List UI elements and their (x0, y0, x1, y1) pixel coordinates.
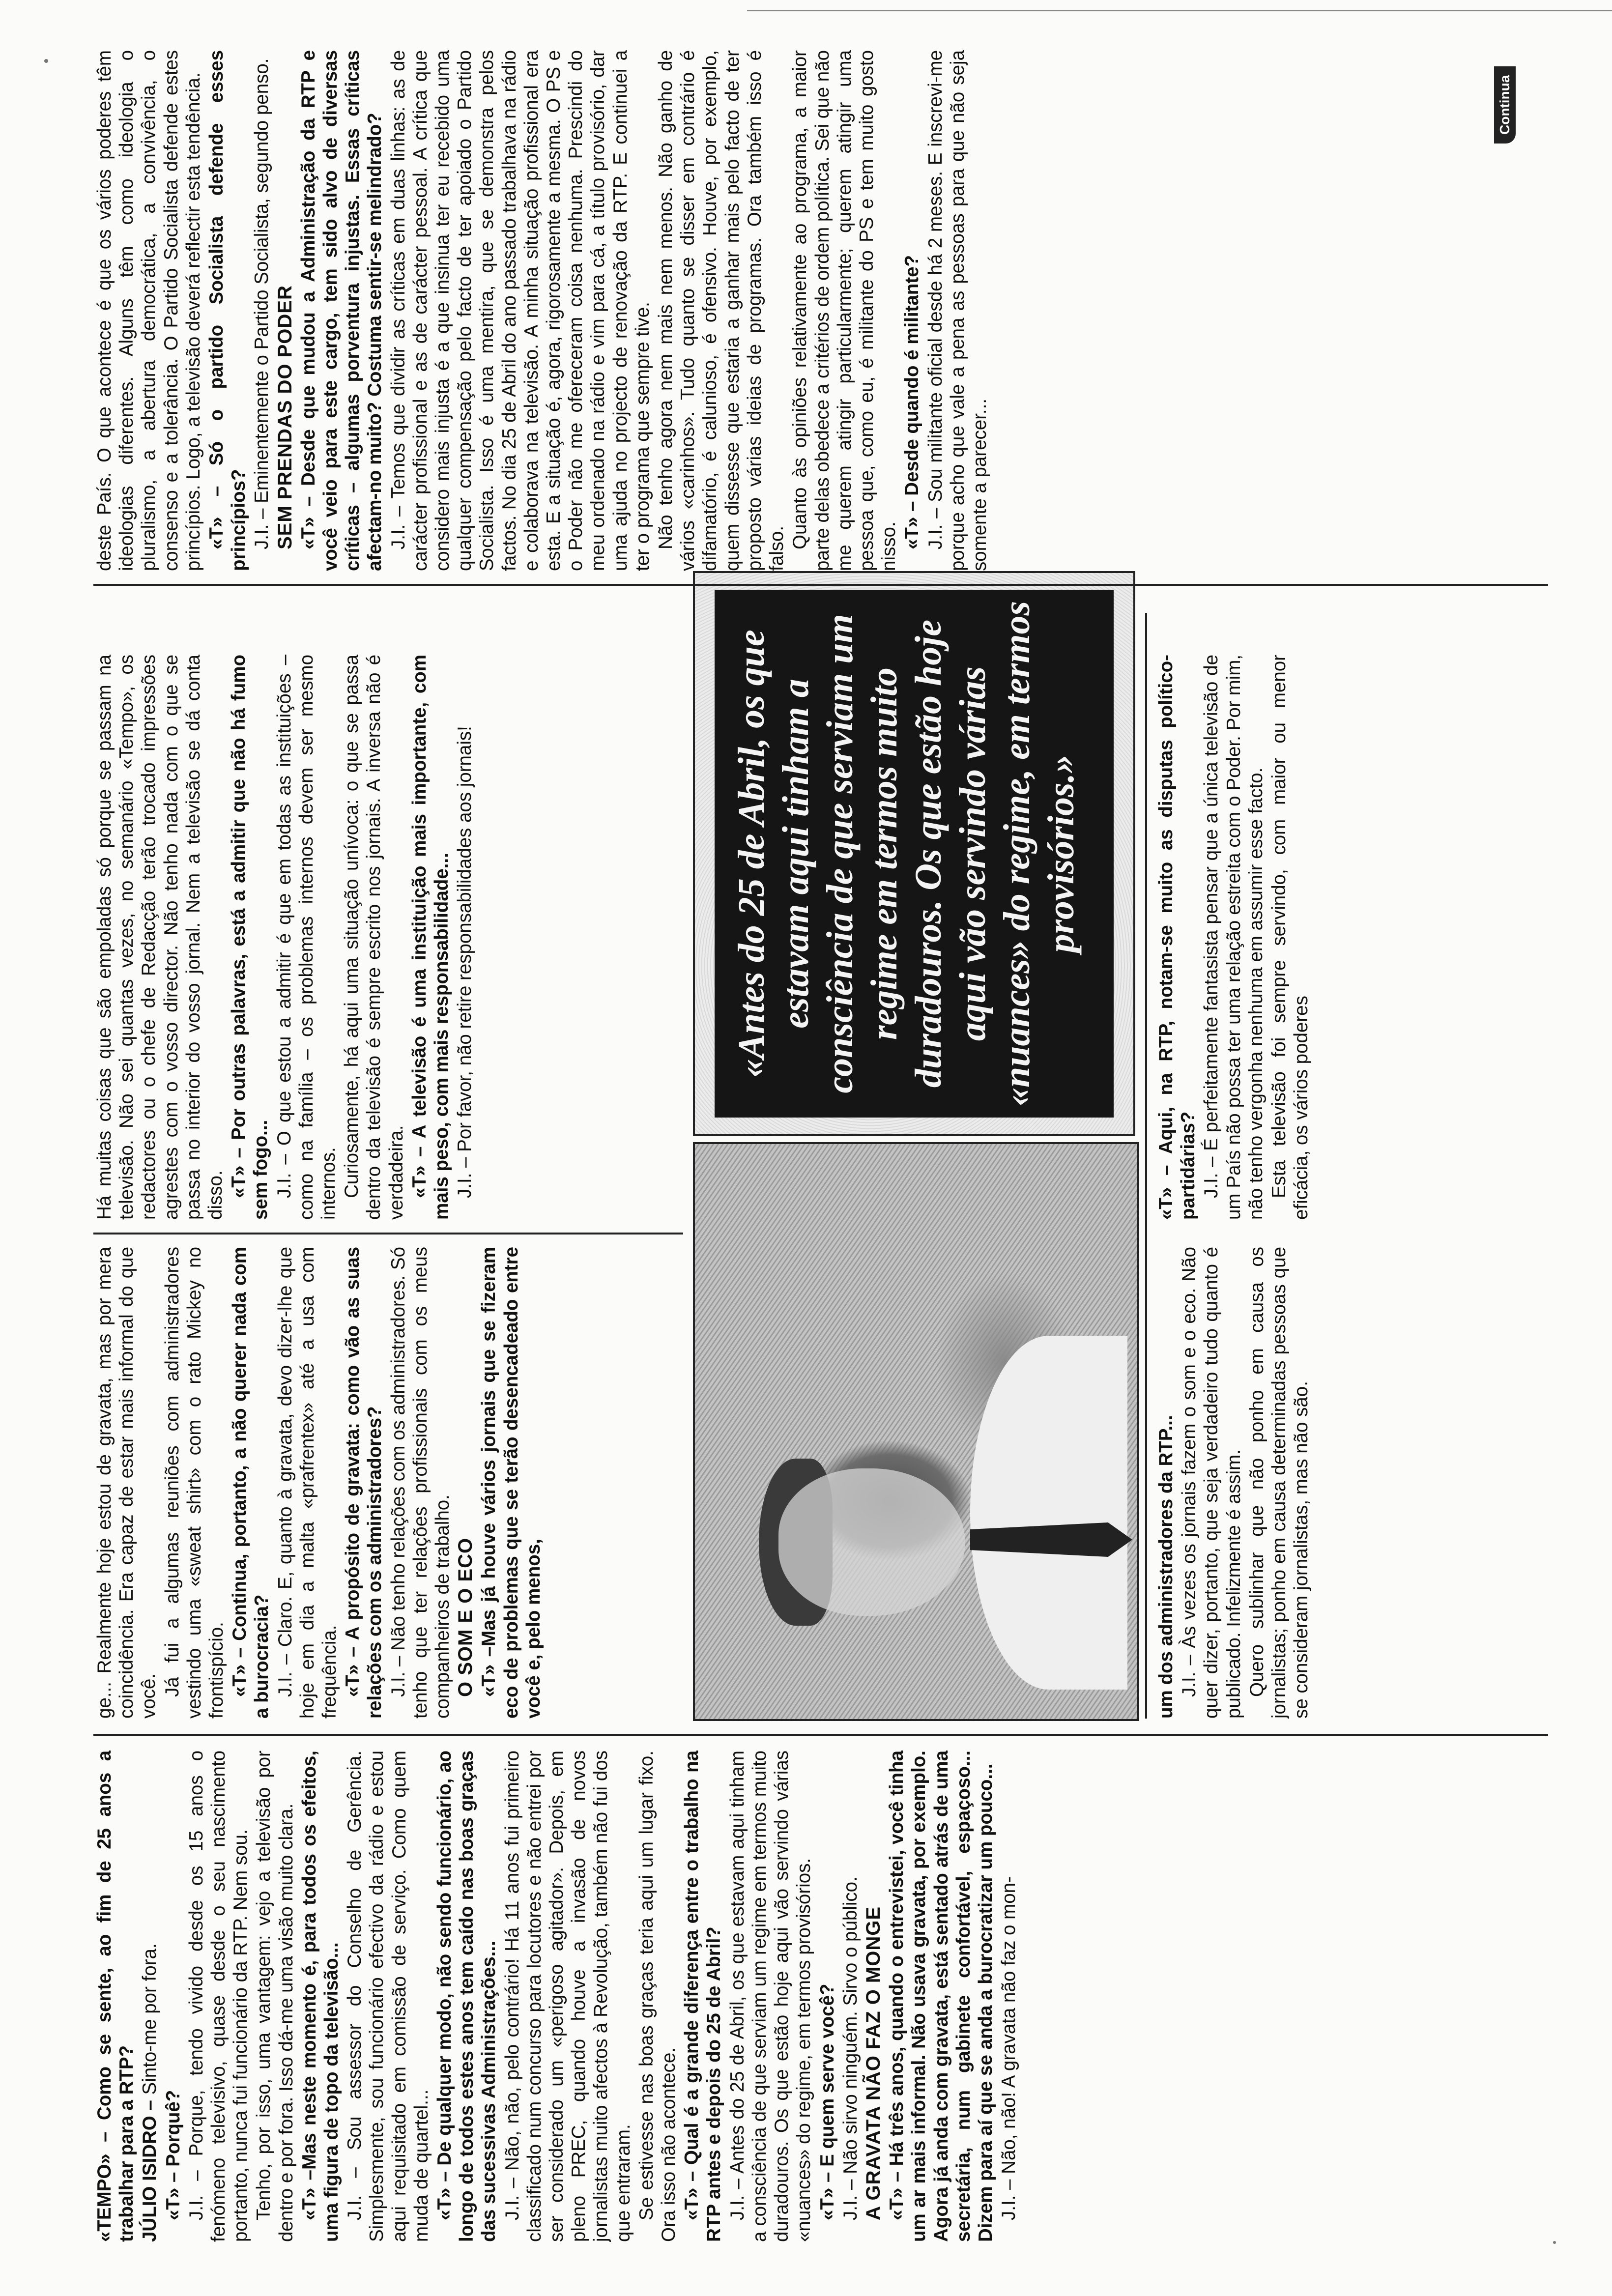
interview-question (886, 1751, 997, 2242)
question-text: «T» – Qual é a grande diferença entre o trabalho na RTP antes e depois do 25 de Abril? (681, 1751, 725, 2242)
body-text: Quero sublinhar que não ponho em causa os jornalistas; ponho em causa determinadas pessoas que se consideram jornalistas, mas não são. (1246, 1247, 1312, 1719)
body-text: Esta televisão foi sempre servindo, com maior ou menor eficácia, os vários poderes (1268, 655, 1312, 1220)
article-paragraph (273, 655, 340, 1220)
article-paragraph (839, 1751, 862, 2242)
question-text: «T» – Continua, portanto, a não querer nada com a burocracia? (229, 1247, 273, 1719)
question-text: «T» – Desde que mudou a Administração da RTP e você veio para este cargo, tem sido alvo de diversas críticas – algumas porventura injustas. Essas críticas afectam-no muito? Costuma sentir-se melindrado? (297, 50, 386, 571)
article-paragraph (274, 1247, 341, 1719)
body-text: J.I. – É perfeitamente fantasista pensar que a única televisão de um País não possa ter uma relação estreita com o Poder. Por mim, não tenho vergonha nenhuma em assumir esse facto. (1201, 655, 1267, 1220)
article-paragraph (253, 1751, 297, 2242)
body-text: J.I. – Por favor, não retire responsabilidades aos jornais! (454, 726, 476, 1198)
body-text: ge... Realmente hoje estou de gravata, mas por mera coincidência. Era capaz de estar mais informal do que você. (94, 1247, 160, 1719)
continued-badge: Continua (1494, 66, 1516, 144)
body-text: J.I. – Porque, tendo vivido desde os 15 anos o fenómeno televisivo, quase desde o seu nascimento portanto, nunca fui funcionário da RTP. Nem sou. (185, 1751, 252, 2242)
column-2-bottom (1155, 1247, 1548, 1719)
article-paragraph (998, 1751, 1020, 2242)
body-text: J.I. – Claro. E, quanto à gravata, devo dizer-lhe que hoje em dia a malta «prafrentex» até a usa com frequência. (274, 1247, 341, 1719)
question-text: JÚLIO ISIDRO – (139, 2095, 161, 2242)
body-text: Se estivesse nas boas graças teria aqui um lugar fixo. Ora isso não acontece. (635, 1751, 680, 2242)
article-paragraph (185, 1751, 252, 2242)
pull-quote-box (693, 571, 1135, 1136)
interview-question (162, 1751, 184, 2242)
column-rule (1145, 613, 1147, 1719)
column-3-top (93, 655, 683, 1220)
column-divider (93, 1734, 1548, 1736)
body-text: J.I. – Sou militante oficial desde há 2 meses. E inscrevi-me porque acho que vale a pena as pessoas para que não seja somente a parecer... (924, 50, 990, 571)
question-text: «T» – E quem serve você? (816, 1983, 838, 2220)
question-text: «T» – Por outras palavras, está a admitir que não há fumo sem fogo... (228, 655, 272, 1220)
body-text: J.I. – Temos que dividir as críticas em duas linhas: as de carácter profissional e as de carácter pessoal. A crítica que considero mais injusta é a que insinua ter eu recebido uma qualquer compensação pelo facto de ter apoiado o Partido Socialista. Isso é uma mentira, que se demonstra pelos factos. No dia 25 de Abril do ano passado trabalhava na rádio e colaborava na televisão. A minha situação profissional era esta. E a situação é, agora, rigorosamente a mesma. O PS e o Poder não me ofereceram coisa nenhuma. Prescindi do meu ordenado na rádio e vim para cá, a título provisório, dar uma ajuda no projecto de renovação da RTP. E continuei a ter o programa que sempre tive. (387, 50, 653, 571)
interview-question (681, 1751, 725, 2242)
body-text: deste País. O que acontece é que os vários poderes têm ideologias diferentes. Alguns têm como ideologia o pluralismo, a abertura democrática, a convivência, o consenso e a tolerância. O Partido Socialista defende estes princípios. Logo, a televisão deverá reflectir esta tendência. (94, 50, 204, 571)
body-text: Há muitas coisas que são empoladas só porque se passam na televisão. Não sei quantas vezes, no semanário «Tempo», os redactores ou o chefe de Redacção terão trocado impressões agrestes com o vosso director. Não tenho nada com o que se passa no interior do vosso jornal. Nem a televisão se dá conta disso. (94, 655, 227, 1220)
interview-question (229, 1247, 273, 1719)
body-text: J.I. – Não, não, pelo contrário! Há 11 anos fui primeiro classificado num concurso para locutores e não entrei por ser considerado um «perigoso agitador». Depois, em pleno PREC, quando houve a invasão de novos jornalistas muito afectos à Revolução, também não fui dos que entraram. (501, 1751, 634, 2242)
question-text: «T» – Porquê? (162, 2090, 184, 2220)
body-text: Não tenho agora nem mais nem menos. Não ganho de vários «carinhos». Tudo quanto se disser em contrário é difamatório, é calunioso, é ofensivo. Houve, por exemplo, quem dissesse que estaria a ganhar mais pelo facto de ter proposto várias ideias de programas. Ora também isso é falso. (655, 50, 788, 571)
question-text: «T» –Mas neste momento é, para todos os efeitos, uma figura de topo da televisão... (298, 1751, 343, 2242)
section-subheading: A GRAVATA NÃO FAZ O MONGE (862, 1906, 884, 2220)
article-paragraph (93, 655, 227, 1220)
body-text: Curiosamente, há aqui uma situação unívoca: o que se passa dentro da televisão é sempre escrito nos jornais. A inversa não é verdadeira. (341, 655, 407, 1220)
question-text: «T» – Só o partido Socialista defende esses princípios? (206, 50, 250, 571)
interview-question (901, 50, 923, 571)
body-text: J.I. – Antes do 25 de Abril, os que estavam aqui tinham a consciência de que serviam um regime em termos muito duradouros. Os que estão hoje aqui vão servindo várias «nuances» do regime, em termos provisórios. (726, 1751, 815, 2242)
article-paragraph (726, 1751, 815, 2242)
article-paragraph (387, 50, 654, 571)
article-paragraph (924, 50, 991, 571)
article-paragraph (1268, 655, 1312, 1220)
question-text: «T» – De qualquer modo, não sendo funcionário, ao longo de todos estes anos tem caído nas boas graças das sucessivas Administrações... (434, 1751, 500, 2242)
question-text: «T» –Mas já houve vários jornais que se fizeram eco de problemas que se terão desencadeado entre você e, pelo menos, (478, 1247, 544, 1719)
article-paragraph (1200, 655, 1267, 1220)
body-text: Quanto às opiniões relativamente ao programa, a maior parte delas obedece a critérios de ordem política. Sei que não me querem atingir particularmente; querem atingir uma pessoa que, como eu, é militante do PS e tem muito gosto nisso. (789, 50, 900, 571)
interview-photo (693, 1142, 1139, 1721)
question-text: um dos administradores da RTP... (1155, 1415, 1177, 1719)
body-text: Tenho, por isso, uma vantagem: vejo a televisão por dentro e por fora. Isso dá-me uma visão muito clara. (253, 1751, 297, 2242)
body-text: J.I. – Eminentemente o Partido Socialista, segundo penso. (251, 58, 273, 549)
interview-question (298, 1751, 343, 2242)
section-subheading: SEM PRENDAS DO PODER (274, 285, 296, 549)
article-paragraph (1246, 1247, 1313, 1719)
column-4 (93, 50, 1543, 571)
answer-text: Sinto-me por fora. (139, 1943, 161, 2095)
interview-question (342, 1247, 386, 1719)
column-2-top (93, 1247, 619, 1719)
column-1 (93, 1751, 1543, 2242)
pull-quote-text: «Antes do 25 de Abril, os que estavam aqui tinham a consciência de que serviam um regime em termos muito duradouros. Os que estão hoje aqui vão servindo várias «nuances» do regime, em termos provisórios.» (715, 590, 1114, 1118)
body-text: J.I. – Não sirvo ninguém. Sirvo o público. (839, 1876, 861, 2220)
interview-question (816, 1751, 838, 2242)
article-paragraph (93, 50, 204, 571)
article-paragraph (93, 1247, 160, 1719)
article-paragraph (1178, 1247, 1245, 1719)
article-paragraph (344, 1751, 432, 2242)
question-text: «TEMPO» – Como se sente, ao fim de 25 anos a trabalhar para a RTP? (94, 1751, 138, 2242)
article-paragraph (341, 655, 407, 1220)
question-text: «T» – Há três anos, quando o entrevistei, você tinha um ar mais informal. Não usava gravata, por exemplo. Agora já anda com gravata, está sentado atrás de uma secretária, num gabinete confortável, espaçoso... Dizem para aí que se anda a burocratizar um pouco... (886, 1751, 996, 2242)
question-text: «T» – A propósito de gravata: como vão as suas relações com os administradores? (342, 1247, 386, 1719)
question-text: «T» – A televisão é uma instituição mais importante, com mais peso, com mais responsabilidade... (408, 655, 453, 1220)
interview-question (1155, 655, 1199, 1220)
article-paragraph (655, 50, 788, 571)
column-3-bottom (1155, 655, 1548, 1220)
interview-question (139, 1751, 161, 2242)
body-text: J.I. – Sou assessor do Conselho de Gerência. Simplesmente, sou funcionário efectivo da rádio e estou aqui requisitado em comissão de serviço. Como quem muda de quartel... (344, 1751, 432, 2242)
question-text: «T» – Desde quando é militante? (901, 255, 923, 549)
body-text: J.I. – O que estou a admitir é que em todas as instituições – como na família – os problemas internos devem ser mesmo internos. (273, 655, 340, 1220)
body-text: J.I. – Não tenho relações com os administradores. Só tenho que ter relações profissionais com os meus companheiros de trabalho. (387, 1247, 454, 1719)
body-text: Já fui a algumas reuniões com administradores vestindo uma «sweat shirt» com o rato Mickey no frontispício. (161, 1247, 228, 1719)
question-text: «T» – Aqui, na RTP, notam-se muito as disputas político-partidárias? (1155, 655, 1199, 1220)
column-divider (93, 1233, 683, 1234)
article-paragraph (454, 655, 476, 1220)
article-paragraph (501, 1751, 634, 2242)
interview-question (478, 1247, 545, 1719)
body-text: J.I. – Às vezes os jornais fazem o som e o eco. Não quer dizer, portanto, que seja verdadeiro tudo quanto é publicado. Infelizmente é assim. (1179, 1247, 1244, 1719)
interview-question (297, 50, 386, 571)
column-divider (93, 584, 1548, 586)
body-text: J.I. – Não, não! A gravata não faz o mon- (998, 1876, 1020, 2220)
article-paragraph (789, 50, 900, 571)
article-paragraph (161, 1247, 228, 1719)
interview-question (1155, 1247, 1177, 1719)
interview-question (408, 655, 453, 1220)
interview-question (228, 655, 272, 1220)
interview-question (433, 1751, 500, 2242)
section-subheading: O SOM E O ECO (455, 1537, 477, 1697)
interview-question (205, 50, 250, 571)
article-paragraph (251, 50, 273, 571)
article-paragraph (635, 1751, 680, 2242)
article-paragraph (387, 1247, 454, 1719)
interview-question (93, 1751, 138, 2242)
